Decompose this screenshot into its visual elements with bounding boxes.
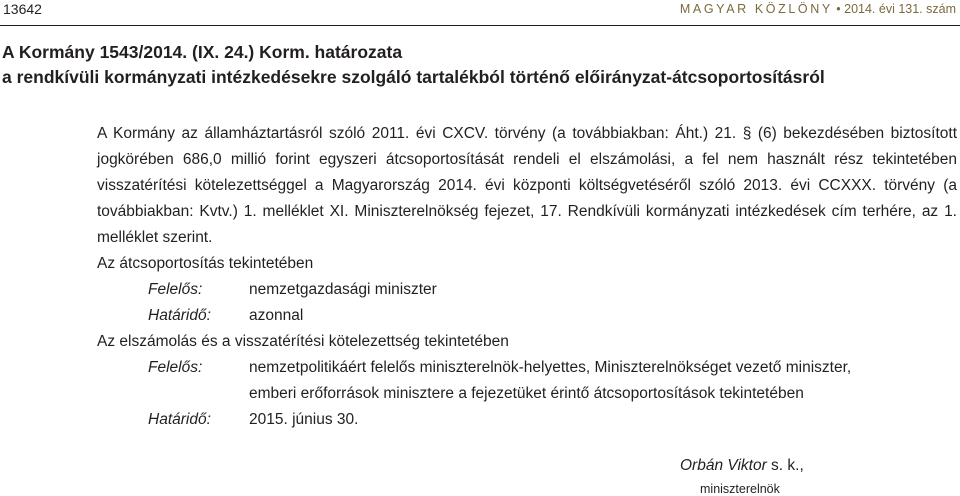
page-header [0,0,960,26]
journal-issue [680,2,956,16]
signatory-title: miniszterelnök [700,482,780,496]
decision-title-line2: a rendkívüli kormányzati intézkedésekre szolgáló tartalékból történő előirányzat-átcsoportosításról [2,67,825,87]
decision-title [2,40,825,90]
signature [680,456,804,476]
signature-suffix: s. k., [766,457,804,474]
section1-deadline-label: Határidő: [148,307,211,324]
section2-responsible-label: Felelős: [148,359,203,376]
section2-responsible-value-line1: nemzetpolitikáért felelős miniszterelnök-helyettes, Miniszterelnökséget vezető miniszter, [249,359,852,376]
section1-heading: Az átcsoportosítás tekintetében [97,255,314,272]
signatory-name: Orbán Viktor [680,457,767,474]
journal-title: MAGYAR KÖZLÖNY [679,2,833,16]
page-number: 13642 [3,1,42,17]
section2-deadline-value: 2015. június 30. [249,411,359,428]
section2-responsible-value-line2: emberi erőforrások minisztere a fejezetüket érintő átcsoportosítások tekintetében [249,385,804,402]
section2-heading: Az elszámolás és a visszatérítési kötelezettség tekintetében [97,333,509,350]
section2-deadline-label: Határidő: [148,411,211,428]
decision-title-line1: A Kormány 1543/2014. (IX. 24.) Korm. határozata [2,42,403,62]
issue-number: 2014. évi 131. szám [844,2,956,16]
section1-responsible-value: nemzetgazdasági miniszter [249,281,437,298]
header-divider [0,25,960,26]
section1-responsible-label: Felelős: [148,281,203,298]
header-bullet: • [836,2,841,16]
decision-body: A Kormány az államháztartásról szóló 2011. évi CXCV. törvény (a továbbiakban: Áht.) 21. § (6) bekezdésében biztosított jogkörében 686,0 millió forint egyszeri átcsoportosítását rendeli el elszámolási, a fel nem használt rész tekintetében visszatérítési kötelezettséggel a Magyarország 2014. évi központi költségvetéséről szóló 2013. évi CCXXX. törvény (a továbbiakban: Kvtv.) 1. melléklet XI. Miniszterelnökség fejezet, 17. Rendkívüli kormányzati intézkedések cím terhére, az 1. melléklet szerint. [97,125,957,246]
section1-deadline-value: azonnal [249,307,304,324]
